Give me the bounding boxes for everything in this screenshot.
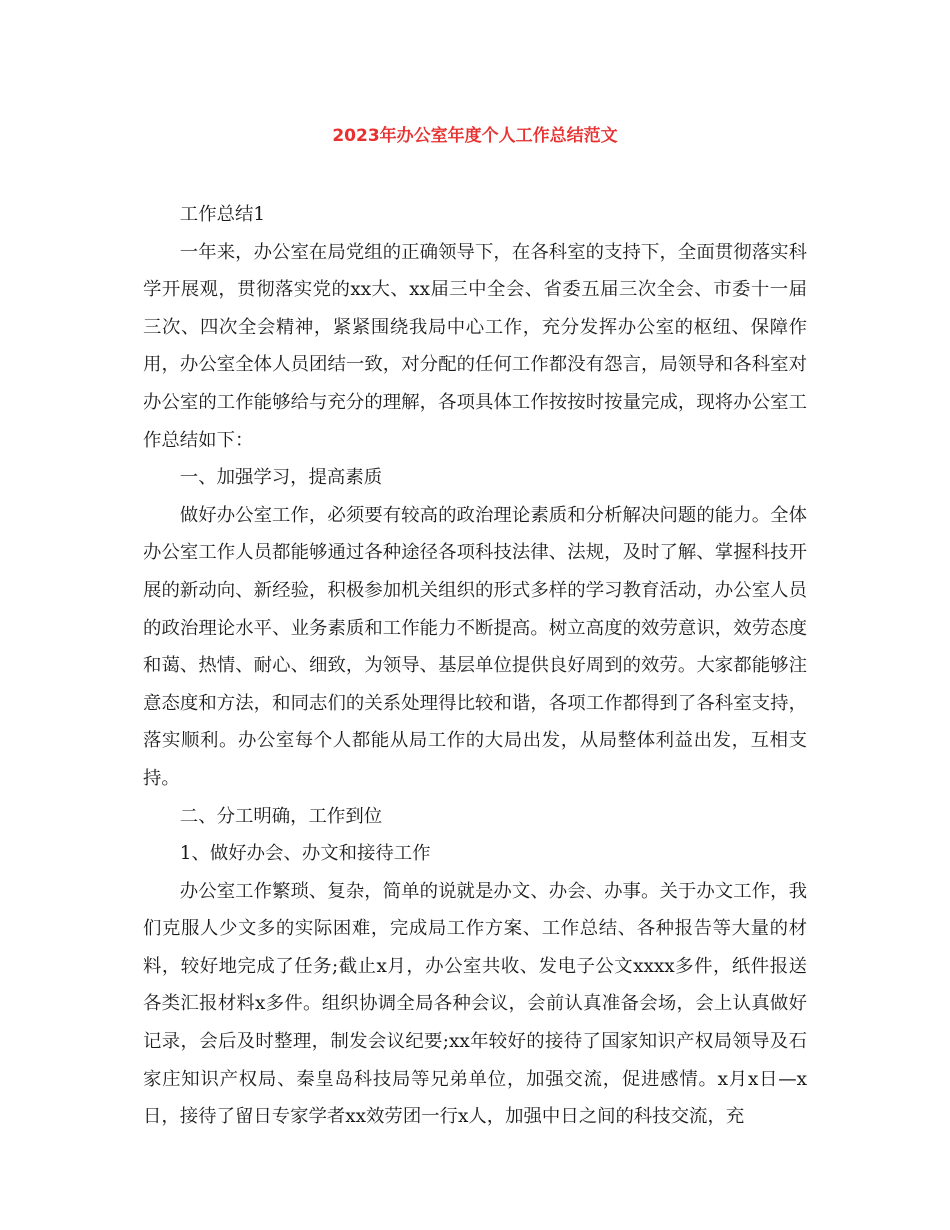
section-heading-summary-1: 工作总结1 — [179, 204, 266, 225]
section-heading-division: 二、分工明确，工作到位 — [179, 805, 383, 827]
document-title: 2023年办公室年度个人工作总结范文 — [332, 126, 618, 146]
subsection-heading-meetings: 1、做好办会、办文和接待工作 — [179, 843, 431, 865]
study-paragraph: 做好办公室工作，必须要有较高的政治理论素质和分析解决问题的能力。全体办公室工作人员都能够通过各种途径各项科技法律、法规，及时了解、掌握科技开展的新动向、新经验，积极参加机关组织的形式多样的学习教育活动，办公室人员的政治理论水平、业务素质和工作能力不断提高。树立高度的效劳意识，效劳态度和蔼、热情、耐心、细致，为领导、基层单位提供良好周到的效劳。大家都能够注意态度和方法，和同志们的关系处理得比较和谐，各项工作都得到了各科室支持，落实顺利。办公室每个人都能从局工作的大局出发，从局整体利益出发，互相支持。 — [143, 504, 807, 789]
document-body — [143, 196, 807, 1136]
section-heading-study: 一、加强学习，提高素质 — [179, 467, 383, 489]
intro-paragraph: 一年来，办公室在局党组的正确领导下，在各科室的支持下，全面贯彻落实科学开展观，贯彻落实党的xx大、xx届三中全会、省委五届三次全会、市委十一届三次、四次全会精神，紧紧围绕我局中心工作，充分发挥办公室的枢纽、保障作用，办公室全体人员团结一致，对分配的任何工作都没有怨言，局领导和各科室对办公室的工作能够给与充分的理解，各项具体工作按按时按量完成，现将办公室工作总结如下： — [143, 241, 807, 451]
meetings-paragraph: 办公室工作繁琐、复杂，简单的说就是办文、办会、办事。关于办文工作，我们克服人少文多的实际困难，完成局工作方案、工作总结、各种报告等大量的材料，较好地完成了任务;截止x月，办公室共收、发电子公文xxxx多件，纸件报送各类汇报材料x多件。组织协调全局各种会议，会前认真准备会场，会上认真做好记录，会后及时整理，制发会议纪要;xx年较好的接待了国家知识产权局领导及石家庄知识产权局、秦皇岛科技局等兄弟单位，加强交流，促进感情。x月x日—x日，接待了留日专家学者xx效劳团一行x人，加强中日之间的科技交流，充 — [143, 880, 807, 1128]
